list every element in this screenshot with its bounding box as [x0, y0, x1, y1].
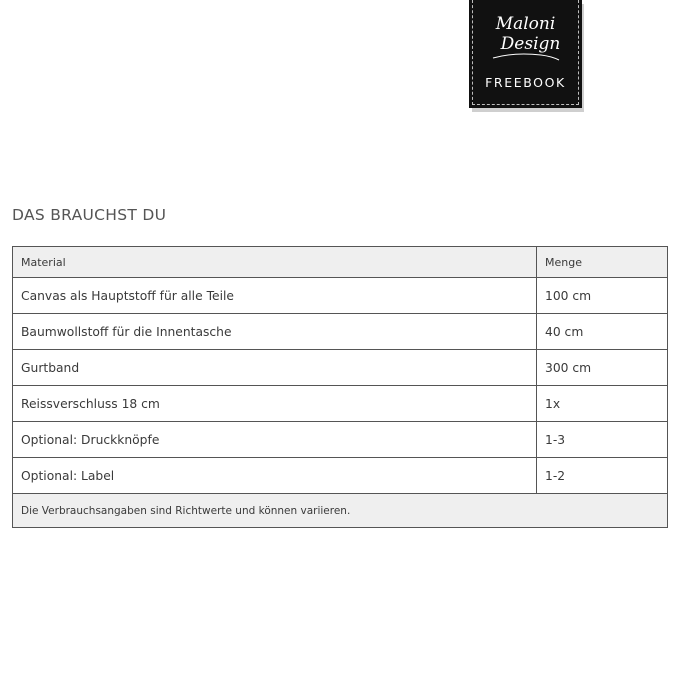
table-header-row: [13, 247, 668, 278]
logo-line-2: Design: [500, 34, 561, 54]
table-row: [13, 458, 668, 494]
table-row: [13, 314, 668, 350]
materials-table: [12, 246, 668, 528]
brand-logo: [469, 0, 582, 108]
amount-cell: 1-3: [537, 422, 668, 458]
logo-freebook-label: FREEBOOK: [485, 75, 566, 90]
amount-cell: 1x: [537, 386, 668, 422]
amount-cell: 1-2: [537, 458, 668, 494]
amount-cell: 100 cm: [537, 278, 668, 314]
table-row: [13, 422, 668, 458]
material-cell: Reissverschluss 18 cm: [13, 386, 537, 422]
header-amount: Menge: [537, 247, 668, 278]
material-cell: Optional: Druckknöpfe: [13, 422, 537, 458]
header-material: Material: [13, 247, 537, 278]
table-row: [13, 278, 668, 314]
table-note: Die Verbrauchsangaben sind Richtwerte und können variieren.: [13, 494, 668, 528]
table-row: [13, 350, 668, 386]
material-cell: Canvas als Hauptstoff für alle Teile: [13, 278, 537, 314]
logo-line-1: Maloni: [495, 14, 556, 34]
table-note-row: [13, 494, 668, 528]
logo-swash-icon: [489, 36, 563, 66]
section-heading: DAS BRAUCHST DU: [12, 206, 167, 224]
material-cell: Baumwollstoff für die Innentasche: [13, 314, 537, 350]
amount-cell: 40 cm: [537, 314, 668, 350]
material-cell: Optional: Label: [13, 458, 537, 494]
table-row: [13, 386, 668, 422]
amount-cell: 300 cm: [537, 350, 668, 386]
material-cell: Gurtband: [13, 350, 537, 386]
